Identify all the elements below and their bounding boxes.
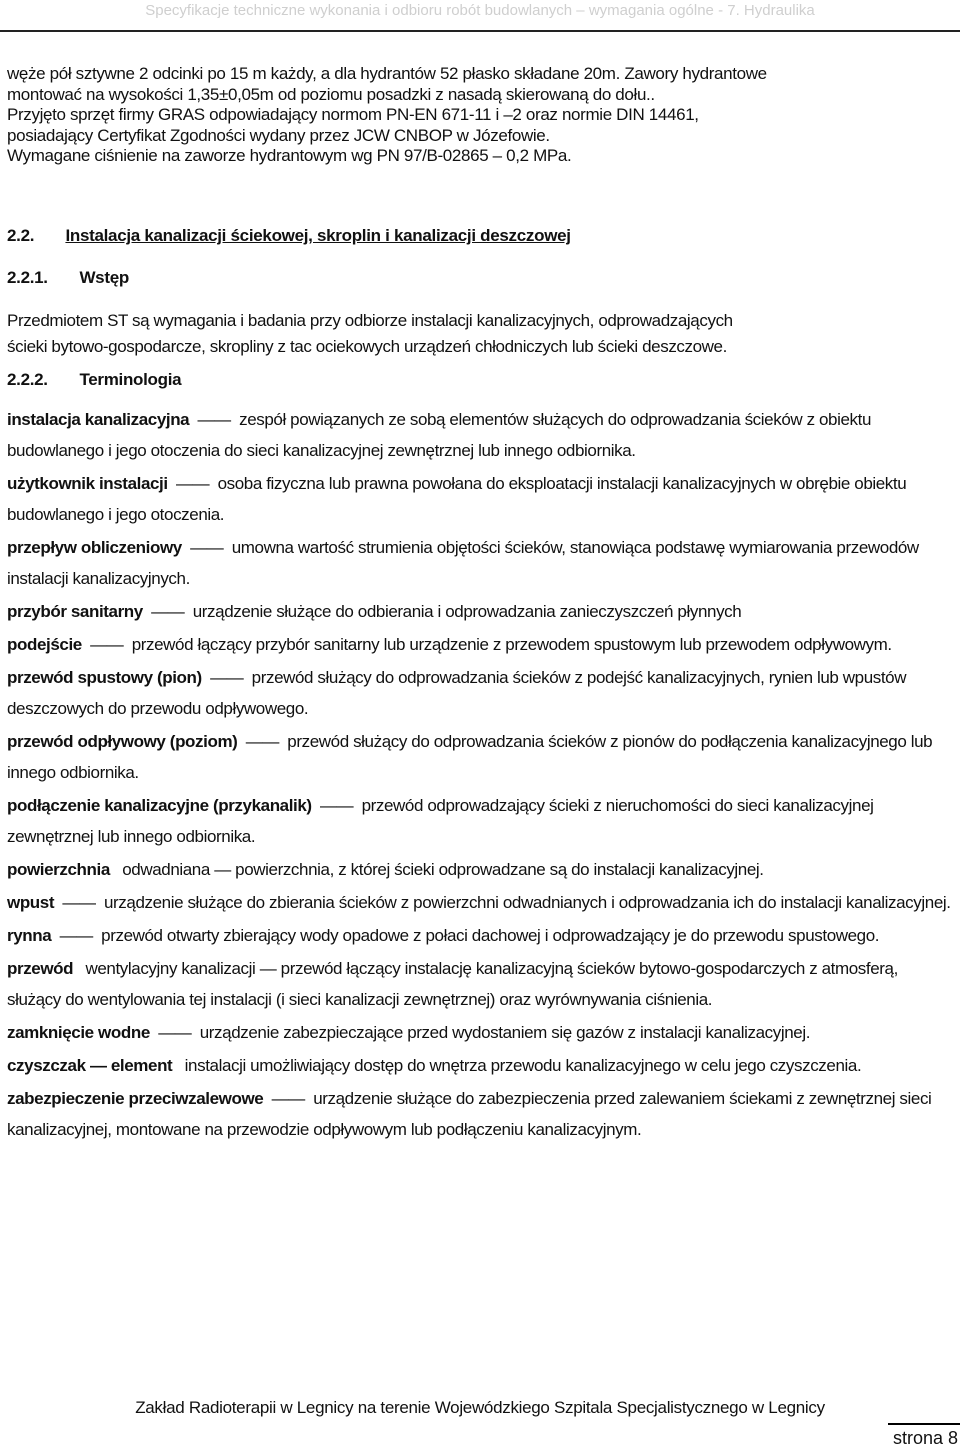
page-number: strona 8 <box>892 1428 958 1448</box>
definition-term: przewód spustowy (pion) <box>7 668 202 687</box>
definition-term: przewód <box>7 959 74 978</box>
definition-item <box>7 1050 952 1081</box>
definition-term: podejście <box>7 635 82 654</box>
definition-text: przewód odprowadzający ścieki z nieruchomości do sieci kanalizacyjnej zewnętrznej lub innego odbiornika. <box>7 796 874 846</box>
definition-term: zabezpieczenie przeciwzalewowe <box>7 1089 264 1108</box>
section-number: 2.2.2. <box>7 370 48 389</box>
definition-item: instalacja kanalizacyjna —— zespół powiązanych ze sobą elementów służących do odprowadzania ścieków z obiektu budowlanego i jego otoczenia do sieci kanalizacyjnej zewnętrznej lub innego odbiornika. <box>7 410 872 460</box>
section-title: Instalacja kanalizacji ściekowej, skroplin i kanalizacji deszczowej <box>65 226 571 245</box>
definition-item: rynna —— przewód otwarty zbierający wody opadowe z połaci dachowej i odprowadzający je do przewodu spustowego. <box>7 926 880 945</box>
intro-line: Przyjęto sprzęt firmy GRAS odpowiadający normom PN-EN 671-11 i –2 oraz normie DIN 14461, <box>7 105 699 125</box>
intro-line: posiadający Certyfikat Zgodności wydany przez JCW CNBOP w Józefowie. <box>7 125 550 145</box>
definition-term: powierzchnia <box>7 860 110 879</box>
definition-text: urządzenie zabezpieczające przed wydostaniem się gazów z instalacji kanalizacyjnej. <box>199 1023 811 1042</box>
definition-text: zespół powiązanych ze sobą elementów służących do odprowadzania ścieków z obiektu budowlanego i jego otoczenia do sieci kanalizacyjnej zewnętrznej lub innego odbiornika. <box>7 410 872 460</box>
definition-item: przepływ obliczeniowy —— umowna wartość strumienia objętości ścieków, stanowiąca podstawę wymiarowania przewodów instalacji kanalizacyjnych. <box>7 538 919 588</box>
running-header: Specyfikacje techniczne wykonania i odbioru robót budowlanych – wymagania ogólne - 7. Hydraulika <box>145 2 815 19</box>
section-heading-2-2-1 <box>7 268 129 288</box>
section-title: Wstęp <box>79 268 129 287</box>
definition-text: przewód służący do odprowadzania ścieków z pionów do podłączenia kanalizacyjnego lub innego odbiornika. <box>7 732 933 782</box>
section-title: Terminologia <box>79 370 182 389</box>
definition-text: instalacji umożliwiający dostęp do wnętrza przewodu kanalizacyjnego w celu jego czyszczenia. <box>184 1056 862 1075</box>
definition-term: rynna <box>7 926 52 945</box>
definition-term: instalacja kanalizacyjna <box>7 410 190 429</box>
wstep-paragraph <box>7 308 952 360</box>
definition-text: osoba fizyczna lub prawna powołana do eksploatacji instalacji kanalizacyjnych w obrębie obiektu budowlanego i jego otoczenia. <box>7 474 907 524</box>
definition-text: wentylacyjny kanalizacji — przewód łączący instalację kanalizacyjną ścieków bytowo-gospodarczych z atmosferą, służący do wentylowania tej instalacji (i sieci kanalizacji zewnętrznej) oraz wyrównywania ciśnienia. <box>7 959 898 1009</box>
wstep-line: ścieki bytowo-gospodarcze, skropliny z tac ociekowych urządzeń chłodniczych lub ścieki deszczowe. <box>7 337 727 356</box>
definition-term: podłączenie kanalizacyjne (przykanalik) <box>7 796 312 815</box>
header-divider <box>0 30 960 32</box>
definition-term: użytkownik instalacji <box>7 474 168 493</box>
definition-text: przewód służący do odprowadzania ścieków z podejść kanalizacyjnych, rynien lub wpustów deszczowych do przewodu odpływowego. <box>7 668 907 718</box>
definition-item: zamknięcie wodne —— urządzenie zabezpieczające przed wydostaniem się gazów z instalacji kanalizacyjnej. <box>7 1023 811 1042</box>
section-number: 2.2. <box>7 226 35 245</box>
definition-item <box>7 953 952 1015</box>
definition-text: urządzenie służące do odbierania i odprowadzania zanieczyszczeń płynnych <box>192 602 742 621</box>
definition-term: przepływ obliczeniowy <box>7 538 182 557</box>
definition-text: odwadniana — powierzchnia, z której ścieki odprowadzane są do instalacji kanalizacyjnej. <box>122 860 764 879</box>
definition-item: przewód spustowy (pion) —— przewód służący do odprowadzania ścieków z podejść kanalizacyjnych, rynien lub wpustów deszczowych do przewodu odpływowego. <box>7 668 907 718</box>
section-heading-2-2-2 <box>7 370 181 390</box>
section-heading-2-2 <box>7 226 571 246</box>
definition-text: przewód łączący przybór sanitarny lub urządzenie z przewodem spustowym lub przewodem odpływowym. <box>131 635 892 654</box>
definition-item: przybór sanitarny —— urządzenie służące do odbierania i odprowadzania zanieczyszczeń płynnych <box>7 602 742 621</box>
definition-item: podejście —— przewód łączący przybór sanitarny lub urządzenie z przewodem spustowym lub przewodem odpływowym. <box>7 635 892 654</box>
definition-term: zamknięcie wodne <box>7 1023 150 1042</box>
definition-text: przewód otwarty zbierający wody opadowe z połaci dachowej i odprowadzający je do przewodu spustowego. <box>101 926 880 945</box>
intro-paragraph <box>7 64 952 167</box>
definition-term: czyszczak — element <box>7 1056 173 1075</box>
definition-term: przybór sanitarny <box>7 602 143 621</box>
definition-item: użytkownik instalacji —— osoba fizyczna lub prawna powołana do eksploatacji instalacji kanalizacyjnych w obrębie obiektu budowlanego i jego otoczenia. <box>7 474 907 524</box>
definition-text: urządzenie służące do zbierania ścieków z powierzchni odwadnianych i odprowadzania ich do instalacji kanalizacyjnej. <box>103 893 951 912</box>
definition-term: wpust <box>7 893 55 912</box>
page-footer: Zakład Radioterapii w Legnicy na terenie Wojewódzkiego Szpitala Specjalistycznego w Legnicy <box>135 1398 825 1417</box>
intro-line: montować na wysokości 1,35±0,05m od poziomu posadzki z nasadą skierowaną do dołu.. <box>7 84 655 104</box>
definition-item: zabezpieczenie przeciwzalewowe —— urządzenie służące do zabezpieczenia przed zalewaniem ściekami z zewnętrznej sieci kanalizacyjnej, montowane na przewodzie odpływowym lub podłączeniu kanalizacyjnym. <box>7 1089 932 1139</box>
terminology-list <box>7 404 952 1147</box>
section-number: 2.2.1. <box>7 268 48 287</box>
definition-term: przewód odpływowy (poziom) <box>7 732 238 751</box>
definition-text: urządzenie służące do zabezpieczenia przed zalewaniem ściekami z zewnętrznej sieci kanalizacyjnej, montowane na przewodzie odpływowym lub podłączeniu kanalizacyjnym. <box>7 1089 932 1139</box>
definition-item: wpust —— urządzenie służące do zbierania ścieków z powierzchni odwadnianych i odprowadzania ich do instalacji kanalizacyjnej. <box>7 893 951 912</box>
definition-text: umowna wartość strumienia objętości ścieków, stanowiąca podstawę wymiarowania przewodów instalacji kanalizacyjnych. <box>7 538 919 588</box>
definition-item <box>7 854 952 885</box>
wstep-line: Przedmiotem ST są wymagania i badania przy odbiorze instalacji kanalizacyjnych, odprowadzających <box>7 311 733 330</box>
definition-item: podłączenie kanalizacyjne (przykanalik) —— przewód odprowadzający ścieki z nieruchomości do sieci kanalizacyjnej zewnętrznej lub innego odbiornika. <box>7 796 874 846</box>
page-number-rule <box>888 1423 960 1425</box>
intro-line: węże pół sztywne 2 odcinki po 15 m każdy, a dla hydrantów 52 płasko składane 20m. Zawory hydrantowe <box>7 64 767 83</box>
definition-item: przewód odpływowy (poziom) —— przewód służący do odprowadzania ścieków z pionów do podłączenia kanalizacyjnego lub innego odbiornika. <box>7 732 933 782</box>
intro-line: Wymagane ciśnienie na zaworze hydrantowym wg PN 97/B-02865 – 0,2 MPa. <box>7 146 572 166</box>
